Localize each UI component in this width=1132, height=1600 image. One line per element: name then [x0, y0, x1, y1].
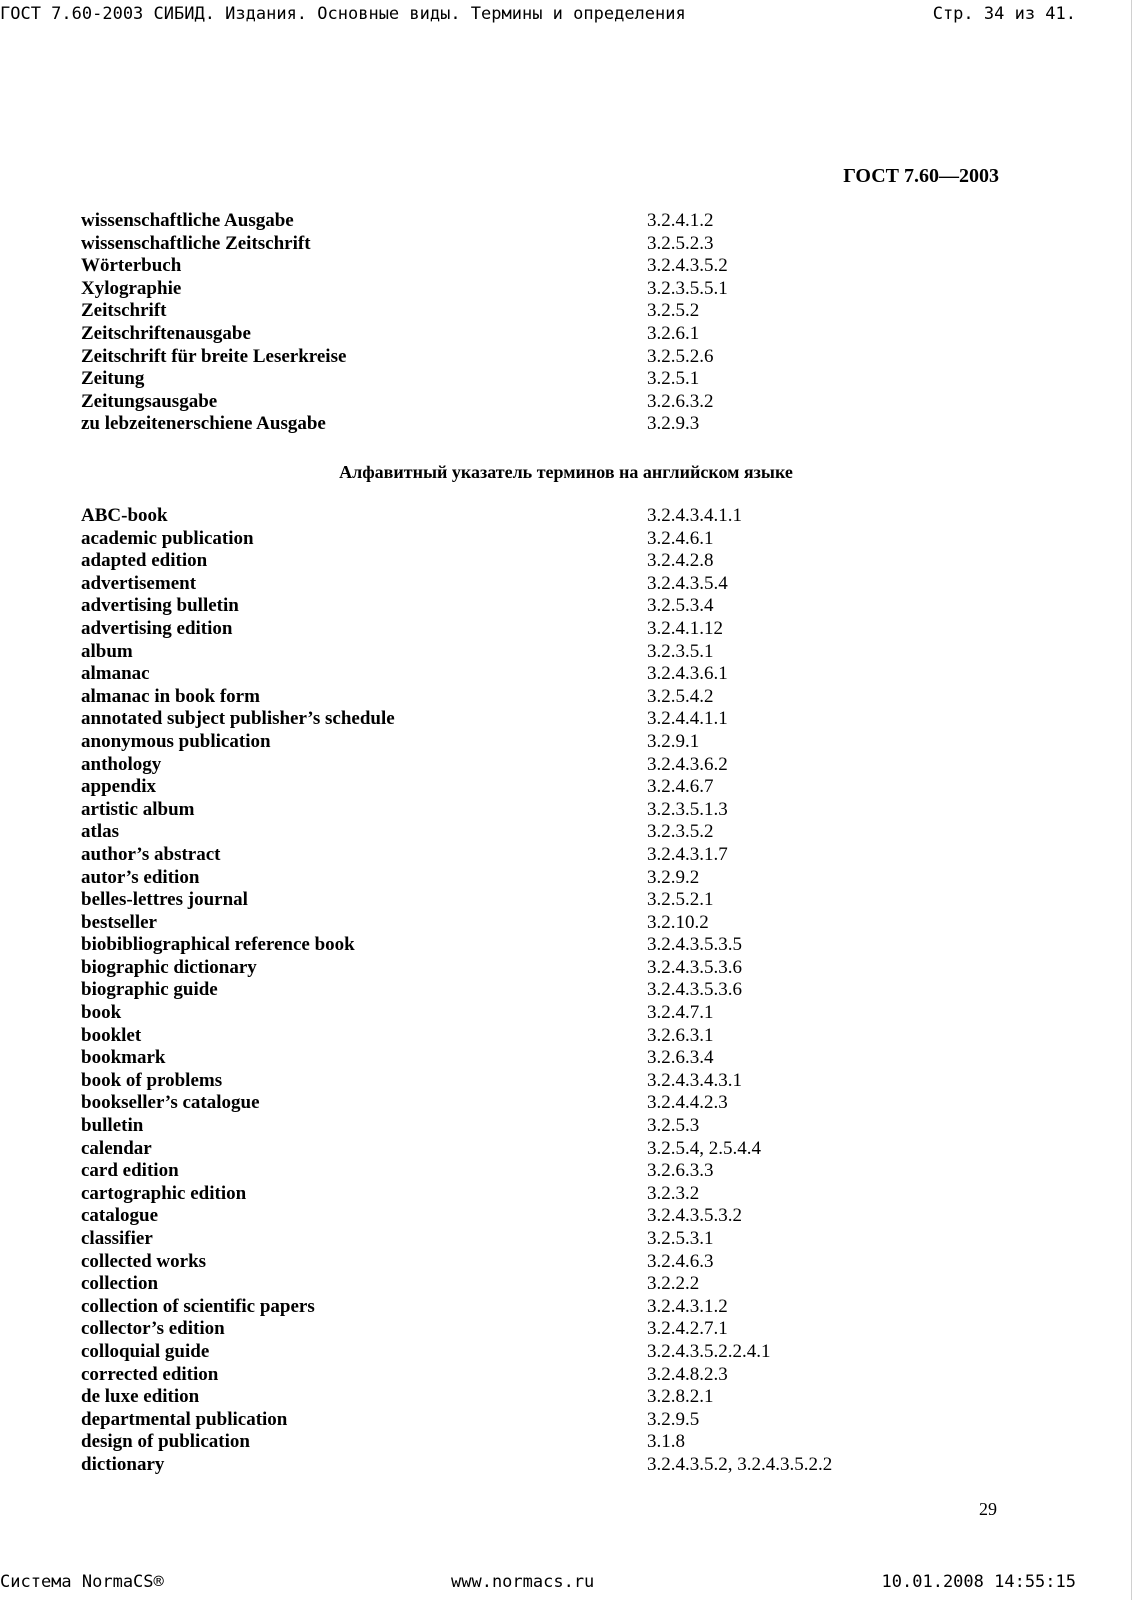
- index-term: album: [81, 640, 133, 662]
- index-term: collection of scientific papers: [81, 1295, 315, 1317]
- index-term: bookseller’s catalogue: [81, 1092, 260, 1114]
- index-term: biographic dictionary: [81, 956, 257, 978]
- index-ref: 3.2.4.3.1.2: [647, 1295, 728, 1317]
- index-ref: 3.2.3.5.1: [647, 640, 714, 662]
- index-term: book: [81, 1002, 122, 1024]
- index-term: de luxe edition: [81, 1386, 200, 1408]
- index-term: artistic album: [81, 798, 195, 820]
- index-term: Wörterbuch: [81, 255, 182, 277]
- index-term: colloquial guide: [81, 1340, 210, 1362]
- index-term: adapted edition: [81, 550, 208, 572]
- index-row: [81, 754, 981, 777]
- index-row: [81, 1228, 981, 1251]
- index-row: [81, 1341, 981, 1364]
- index-ref: 3.2.5.3.1: [647, 1228, 714, 1249]
- index-row: [81, 1251, 981, 1274]
- index-ref: 3.2.4.3.6.2: [647, 753, 728, 775]
- index-term: biobibliographical reference book: [81, 934, 355, 956]
- index-ref: 3.2.4.6.3: [647, 1250, 714, 1272]
- index-row: [81, 368, 981, 391]
- index-term: book of problems: [81, 1069, 223, 1091]
- index-term: booklet: [81, 1024, 142, 1046]
- index-ref: 3.2.5.4.2: [647, 685, 714, 707]
- index-row: [81, 1431, 981, 1454]
- index-row: [81, 934, 981, 957]
- index-term: biographic guide: [81, 979, 218, 1001]
- index-ref: 3.2.3.5.1.3: [647, 798, 728, 820]
- index-row: [81, 1205, 981, 1228]
- index-term: departmental publication: [81, 1408, 288, 1430]
- english-index-heading: Алфавитный указатель терминов на английском языке: [339, 462, 793, 482]
- index-term: ABC-book: [81, 505, 168, 526]
- index-term: almanac: [81, 663, 150, 685]
- index-term: dictionary: [81, 1453, 165, 1475]
- index-row: [81, 413, 981, 436]
- index-ref: 3.2.4.3.5.3.6: [647, 956, 742, 978]
- index-row: [81, 1092, 981, 1115]
- index-ref: 3.2.4.3.5.2: [647, 255, 728, 277]
- index-ref: 3.2.4.2.7.1: [647, 1318, 728, 1340]
- index-ref: 3.2.4.3.5.2.2.4.1: [647, 1340, 771, 1362]
- index-row: [81, 1115, 981, 1138]
- index-ref: 3.2.3.5.2: [647, 821, 714, 843]
- index-ref: 3.2.5.3.4: [647, 595, 714, 617]
- index-row: [81, 233, 981, 256]
- index-row: [81, 1364, 981, 1387]
- index-term: Zeitschrift: [81, 300, 167, 322]
- index-row: [81, 346, 981, 369]
- print-datetime: 10.01.2008 14:55:15: [881, 1572, 1076, 1592]
- index-row: [81, 1047, 981, 1070]
- index-ref: 3.2.6.1: [647, 322, 700, 344]
- index-term: cartographic edition: [81, 1182, 247, 1204]
- document-title: ГОСТ 7.60-2003 СИБИД. Издания. Основные виды. Термины и определения: [0, 4, 686, 24]
- index-ref: 3.2.2.2: [647, 1273, 700, 1295]
- index-term: collector’s edition: [81, 1318, 225, 1340]
- index-row: [81, 278, 981, 301]
- index-ref: 3.2.4.6.1: [647, 527, 714, 549]
- index-row: [81, 1386, 981, 1409]
- index-ref: 3.2.4.3.4.3.1: [647, 1069, 742, 1091]
- index-row: [81, 686, 981, 709]
- index-row: [81, 618, 981, 641]
- print-footer: [0, 1572, 1076, 1592]
- index-term: anonymous publication: [81, 730, 271, 752]
- index-term: bestseller: [81, 911, 157, 933]
- index-term: anthology: [81, 753, 162, 775]
- index-row: [81, 1070, 981, 1093]
- index-ref: 3.2.8.2.1: [647, 1386, 714, 1408]
- index-term: calendar: [81, 1137, 152, 1159]
- index-term: card edition: [81, 1160, 179, 1182]
- index-ref: 3.2.5.2.6: [647, 345, 714, 367]
- index-term: bulletin: [81, 1115, 144, 1137]
- index-term: author’s abstract: [81, 843, 221, 865]
- index-ref: 3.2.5.4, 2.5.4.4: [647, 1137, 761, 1159]
- index-row: [81, 528, 981, 551]
- index-row: [81, 210, 981, 233]
- index-term: Zeitung: [81, 368, 145, 390]
- index-ref: 3.2.9.2: [647, 866, 700, 888]
- index-row: [81, 889, 981, 912]
- index-term: classifier: [81, 1228, 153, 1249]
- index-ref: 3.2.4.1.2: [647, 210, 714, 231]
- index-term: appendix: [81, 776, 156, 798]
- index-ref: 3.2.3.5.5.1: [647, 277, 728, 299]
- standard-code: ГОСТ 7.60—2003: [843, 165, 999, 187]
- index-row: [81, 1160, 981, 1183]
- index-row: [81, 255, 981, 278]
- index-row: [81, 323, 981, 346]
- index-row: [81, 912, 981, 935]
- index-row: [81, 391, 981, 414]
- index-term: wissenschaftliche Ausgabe: [81, 210, 294, 231]
- index-term: belles-lettres journal: [81, 889, 248, 911]
- index-ref: 3.2.4.3.6.1: [647, 663, 728, 685]
- index-term: academic publication: [81, 527, 254, 549]
- index-ref: 3.2.4.8.2.3: [647, 1363, 728, 1385]
- index-row: [81, 1183, 981, 1206]
- index-ref: 3.2.4.4.2.3: [647, 1092, 728, 1114]
- index-row: [81, 1296, 981, 1319]
- index-ref: 3.2.4.3.4.1.1: [647, 505, 742, 526]
- page-number: 29: [979, 1499, 997, 1519]
- index-ref: 3.2.4.3.5.3.5: [647, 934, 742, 956]
- index-row: [81, 1318, 981, 1341]
- index-ref: 3.2.5.2: [647, 300, 700, 322]
- index-row: [81, 1138, 981, 1161]
- index-ref: 3.2.5.1: [647, 368, 700, 390]
- index-ref: 3.2.6.3.1: [647, 1024, 714, 1046]
- index-ref: 3.2.10.2: [647, 911, 709, 933]
- index-ref: 3.2.5.3: [647, 1115, 700, 1137]
- index-ref: 3.1.8: [647, 1431, 685, 1453]
- index-term: almanac in book form: [81, 685, 260, 707]
- system-name: Система NormaCS®: [0, 1572, 164, 1592]
- german-term-index: [81, 210, 981, 436]
- index-term: design of publication: [81, 1431, 250, 1453]
- website: www.normacs.ru: [451, 1572, 595, 1592]
- index-row: [81, 505, 981, 528]
- index-term: collected works: [81, 1250, 207, 1272]
- index-term: advertising edition: [81, 617, 233, 639]
- index-row: [81, 641, 981, 664]
- index-row: [81, 1025, 981, 1048]
- index-ref: 3.2.9.5: [647, 1408, 700, 1430]
- index-ref: 3.2.4.3.1.7: [647, 843, 728, 865]
- index-row: [81, 1454, 981, 1477]
- index-row: [81, 1409, 981, 1432]
- index-term: Zeitschrift für breite Leserkreise: [81, 345, 347, 367]
- index-term: collection: [81, 1273, 159, 1295]
- index-term: Zeitschriftenausgabe: [81, 322, 251, 344]
- index-ref: 3.2.4.2.8: [647, 550, 714, 572]
- index-row: [81, 776, 981, 799]
- index-ref: 3.2.3.2: [647, 1182, 700, 1204]
- index-ref: 3.2.4.3.5.4: [647, 572, 728, 594]
- index-row: [81, 663, 981, 686]
- index-term: autor’s edition: [81, 866, 200, 888]
- index-ref: 3.2.9.1: [647, 730, 700, 752]
- index-ref: 3.2.4.3.5.3.6: [647, 979, 742, 1001]
- index-term: advertising bulletin: [81, 595, 239, 617]
- index-term: Zeitungsausgabe: [81, 390, 218, 412]
- index-ref: 3.2.6.3.2: [647, 390, 714, 412]
- index-row: [81, 957, 981, 980]
- index-term: bookmark: [81, 1047, 166, 1069]
- index-term: zu lebzeitenerschiene Ausgabe: [81, 413, 326, 435]
- index-row: [81, 573, 981, 596]
- index-term: Xylographie: [81, 277, 182, 299]
- index-row: [81, 821, 981, 844]
- index-ref: 3.2.4.7.1: [647, 1002, 714, 1024]
- page-counter: Стр. 34 из 41.: [932, 4, 1076, 24]
- print-header: [0, 4, 1076, 24]
- index-row: [81, 799, 981, 822]
- index-row: [81, 708, 981, 731]
- index-row: [81, 300, 981, 323]
- index-ref: 3.2.5.2.1: [647, 889, 714, 911]
- index-ref: 3.2.4.3.5.3.2: [647, 1205, 742, 1227]
- index-ref: 3.2.6.3.4: [647, 1047, 714, 1069]
- index-row: [81, 844, 981, 867]
- index-ref: 3.2.6.3.3: [647, 1160, 714, 1182]
- index-row: [81, 979, 981, 1002]
- index-row: [81, 1002, 981, 1025]
- index-term: atlas: [81, 821, 119, 843]
- index-term: wissenschaftliche Zeitschrift: [81, 232, 311, 254]
- index-ref: 3.2.4.4.1.1: [647, 708, 728, 730]
- english-term-index: [81, 505, 981, 1477]
- index-ref: 3.2.4.1.12: [647, 617, 723, 639]
- index-ref: 3.2.9.3: [647, 413, 700, 435]
- index-term: advertisement: [81, 572, 197, 594]
- index-row: [81, 867, 981, 890]
- index-ref: 3.2.4.3.5.2, 3.2.4.3.5.2.2: [647, 1453, 833, 1475]
- index-term: annotated subject publisher’s schedule: [81, 708, 395, 730]
- index-ref: 3.2.4.6.7: [647, 776, 714, 798]
- index-term: catalogue: [81, 1205, 159, 1227]
- index-term: corrected edition: [81, 1363, 219, 1385]
- index-ref: 3.2.5.2.3: [647, 232, 714, 254]
- index-row: [81, 1273, 981, 1296]
- index-row: [81, 550, 981, 573]
- index-row: [81, 731, 981, 754]
- index-row: [81, 595, 981, 618]
